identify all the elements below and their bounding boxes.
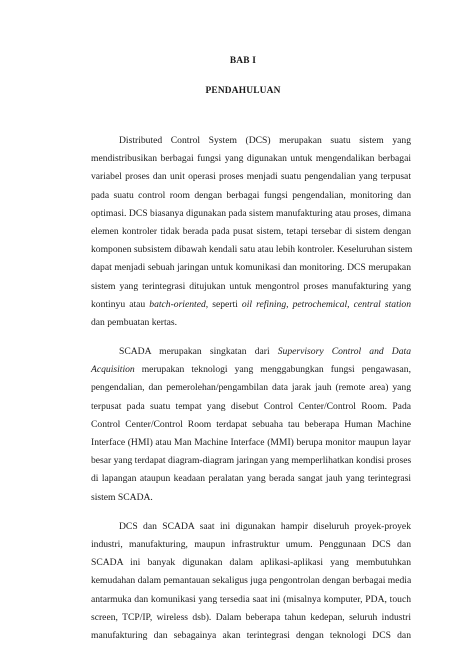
- text-line-mixed: [91, 296, 411, 314]
- italic-term: Supervisory Control and Data: [277, 346, 411, 358]
- text-run: seperti: [208, 298, 242, 310]
- paragraph-dcs: [91, 132, 411, 332]
- text-run: merupakan teknologi yang menggabungkan fungsi pengawasan,: [134, 364, 411, 376]
- paragraph-usage: [91, 518, 411, 645]
- text-line: dan pembuatan kertas.: [91, 316, 178, 328]
- text-run: SCADA merupakan singkatan dari: [119, 346, 278, 358]
- text-line: Interface (HMI) atau Man Machine Interface (MMI) berupa monitor maupun layar: [91, 437, 411, 448]
- text-line: pengendalian, dan pemerolehan/pengambilan data jarak jauh (remote area) yang: [91, 382, 411, 394]
- text-line: terpusat pada suatu tempat yang disebut Control Center/Control Room. Pada: [91, 400, 411, 412]
- text-run: kontinyu atau: [91, 298, 150, 310]
- text-line: optimasi. DCS biasanya digunakan pada sistem manufakturing atau proses, dimana: [91, 207, 411, 219]
- text-line: Control Center/Control Room terdapat sebuaha tau beberapa Human Machine: [91, 418, 411, 430]
- text-line: Distributed Control System (DCS) merupakan suatu sistem yang: [119, 135, 411, 146]
- text-line: manufakturing dan sebagainya akan terintegrasi dengan teknologi DCS dan: [91, 629, 411, 641]
- text-line: antarmuka dan komunikasi yang tersedia saat ini (misalnya komputer, PDA, touch: [91, 593, 411, 605]
- text-line: komponen subsistem dibawah kendali satu atau lebih kontroler. Keseluruhan sistem: [91, 244, 413, 256]
- italic-term: batch-oriented,: [149, 298, 209, 310]
- text-line: variabel proses dan unit operasi proses menjadi suatu pengendalian yang terpusat: [91, 171, 411, 183]
- text-line: kemudahan dalam pemantauan sekaligus juga pengontrolan dengan berbagai media: [91, 575, 412, 587]
- chapter-title: PENDAHULUAN: [205, 86, 281, 96]
- text-line: sistem SCADA.: [91, 491, 153, 503]
- text-line: mendistribusikan berbagai fungsi yang digunakan untuk mengendalikan berbagai: [91, 153, 411, 165]
- text-line: elemen kontroler tidak berada pada pusat sistem, tetapi tersebar di sistem dengan: [91, 225, 411, 237]
- text-line: besar yang terdapat diagram-diagram jaringan yang memperlihatkan kondisi proses: [91, 455, 412, 467]
- text-line: industri, manufakturing, maupun infrastruktur umum. Penggunaan DCS dan: [91, 538, 411, 550]
- paragraph-gap: [91, 507, 411, 518]
- body-text: [91, 132, 411, 645]
- text-line: pada suatu control room dengan berbagai fungsi pengendalian, monitoring dan: [91, 189, 411, 201]
- text-line: screen, TCP/IP, wireless dsb). Dalam beberapa tahun kedepan, seluruh industri: [91, 611, 411, 623]
- text-line: dapat menjadi sebuah jaringan untuk komunikasi dan monitoring. DCS merupakan: [91, 262, 411, 274]
- text-line-mixed: [91, 343, 411, 361]
- paragraph-gap: [91, 332, 411, 343]
- text-line: di lapangan ataupun keadaan peralatan yang berada sangat jauh yang terintegrasi: [91, 473, 411, 485]
- text-line: sistem yang terintegrasi ditujukan untuk mengontrol proses manufakturing yang: [91, 280, 411, 292]
- chapter-label: BAB I: [229, 56, 257, 66]
- italic-term: oil refining, petrochemical, central station: [241, 298, 412, 310]
- italic-term: Acquisition: [91, 364, 135, 376]
- text-line: DCS dan SCADA saat ini digunakan hampir diseluruh proyek-proyek: [119, 520, 411, 532]
- paragraph-scada: [91, 343, 411, 507]
- text-line-mixed: [91, 361, 411, 379]
- text-line: SCADA ini banyak digunakan dalam aplikasi-aplikasi yang membutuhkan: [91, 557, 411, 569]
